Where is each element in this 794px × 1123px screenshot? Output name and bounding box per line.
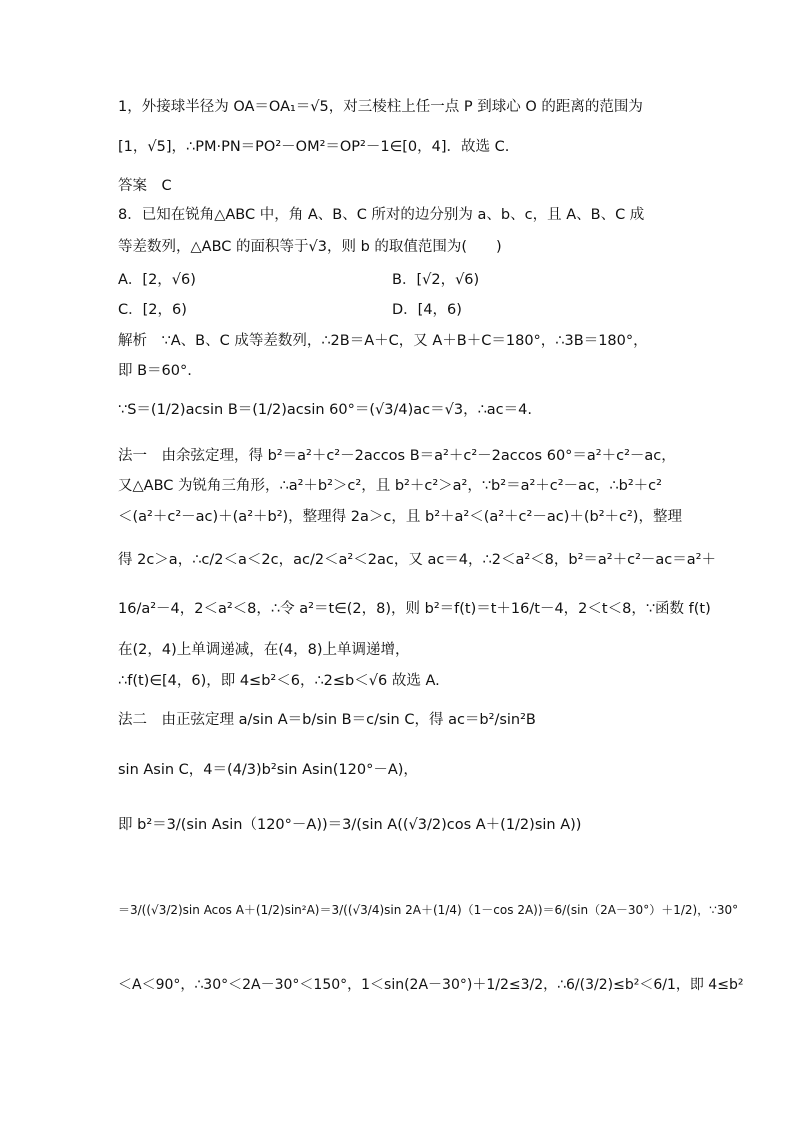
method-1-line-2: 又△ABC 为锐角三角形，∴a²＋b²＞c²，且 b²＋c²＞a²，∵b²＝a²＋c²－ac，∴b²＋c²: [118, 478, 662, 494]
method-2-line-2: sin Asin C，4＝(4/3)b²sin Asin(120°－A)，: [118, 762, 418, 778]
option-d: D．[4，6): [392, 302, 462, 318]
method-1-line-5: 16/a²－4，2＜a²＜8，∴令 a²＝t∈(2，8)，则 b²＝f(t)＝t＋16/t－4，2＜t＜8，∵函数 f(t): [118, 601, 711, 617]
question-8-line-2: 等差数列，△ABC 的面积等于√3，则 b 的取值范围为( ): [118, 239, 502, 255]
option-c: C．[2，6): [118, 302, 187, 318]
method-2-line-4: ＝3/((√3/2)sin Acos A＋(1/2)sin²A)＝3/((√3/4)sin 2A＋(1/4)（1－cos 2A))＝6/(sin（2A－30°）＋1/2)，∵30°: [118, 903, 739, 917]
analysis-line-1: 解析 ∵A、B、C 成等差数列，∴2B＝A＋C，又 A＋B＋C＝180°，∴3B＝180°，: [118, 333, 648, 349]
method-1-line-3: ＜(a²＋c²－ac)＋(a²＋b²)，整理得 2a＞c，且 b²＋a²＜(a²＋c²－ac)＋(b²＋c²)，整理: [118, 509, 682, 525]
method-1-line-7: ∴f(t)∈[4，6)，即 4≤b²＜6，∴2≤b＜√6 故选 A.: [118, 673, 440, 689]
method-1-line-4: 得 2c＞a，∴c/2＜a＜2c，ac/2＜a²＜2ac，又 ac＝4，∴2＜a²＜8，b²＝a²＋c²－ac＝a²＋: [118, 552, 716, 568]
method-1-line-1: 法一 由余弦定理，得 b²＝a²＋c²－2accos B＝a²＋c²－2accos 60°＝a²＋c²－ac，: [118, 448, 676, 464]
method-2-line-5: ＜A＜90°，∴30°＜2A－30°＜150°，1＜sin(2A－30°)＋1/2≤3/2，∴6/(3/2)≤b²＜6/1，即 4≤b²: [118, 977, 744, 993]
method-2-line-1: 法二 由正弦定理 a/sin A＝b/sin B＝c/sin C，得 ac＝b²/sin²B: [118, 712, 536, 728]
text-line-2: [1，√5]，∴PM·PN＝PO²－OM²＝OP²－1∈[0，4]．故选 C.: [118, 139, 510, 155]
option-a: A．[2，√6): [118, 272, 196, 288]
method-1-line-6: 在(2，4)上单调递减，在(4，8)上单调递增，: [118, 642, 410, 658]
analysis-line-2: 即 B＝60°.: [118, 363, 192, 379]
area-formula-line: ∵S＝(1/2)acsin B＝(1/2)acsin 60°＝(√3/4)ac＝√3，∴ac＝4.: [118, 402, 532, 418]
method-2-line-3: 即 b²＝3/(sin Asin（120°－A))＝3/(sin A((√3/2)cos A＋(1/2)sin A)): [118, 817, 582, 833]
question-8-line-1: 8．已知在锐角△ABC 中，角 A、B、C 所对的边分别为 a、b、c，且 A、B、C 成: [118, 207, 645, 223]
option-b: B．[√2，√6): [392, 272, 480, 288]
answer-line: 答案 C: [118, 178, 172, 194]
text-line-1: 1，外接球半径为 OA＝OA₁＝√5，对三棱柱上任一点 P 到球心 O 的距离的范围为: [118, 99, 643, 115]
